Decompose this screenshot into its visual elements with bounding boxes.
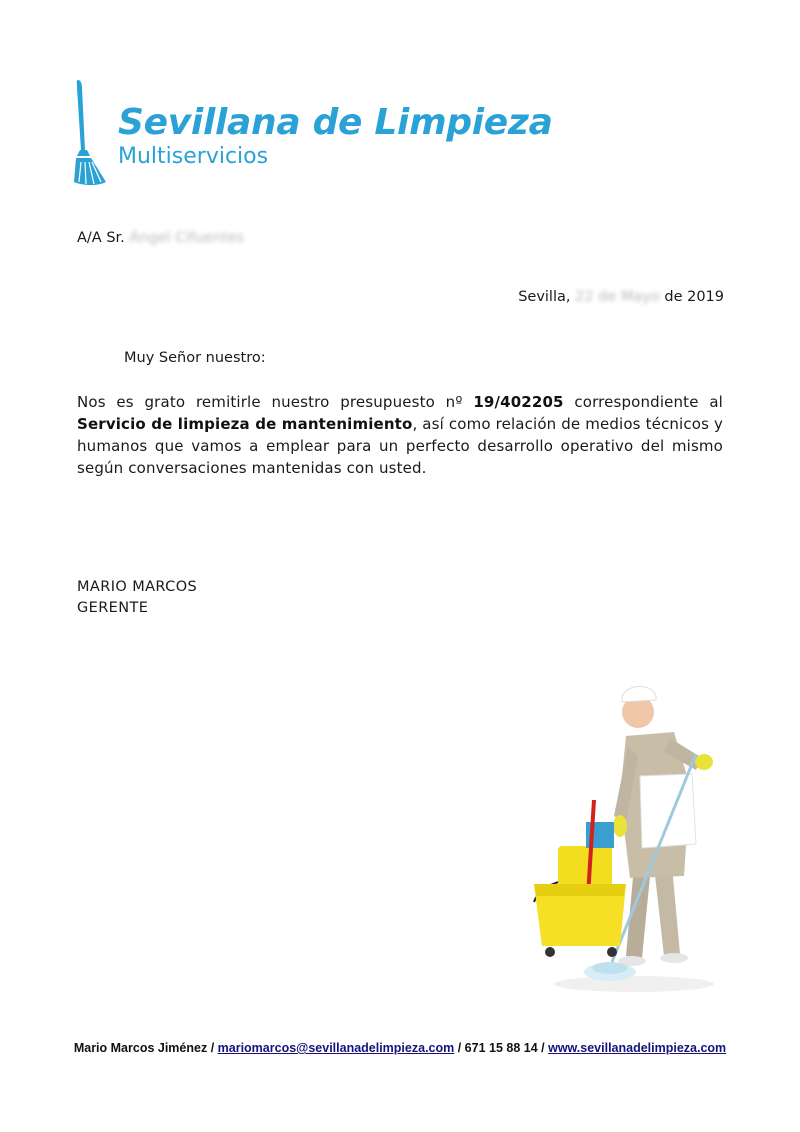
place-date-line: [518, 287, 724, 308]
city: Sevilla,: [518, 289, 571, 305]
body-part-3: , así como relación de medios técnicos y humanos que vamos a emplear para un perfecto desarrollo operativo del mismo según conversaciones mantenidas con usted.: [77, 415, 723, 477]
brand-name: Sevillana de Limpieza: [118, 102, 553, 143]
date-redacted: 22 de Mayo: [575, 289, 660, 305]
footer-name: Mario Marcos Jiménez: [73, 1041, 208, 1055]
broom-icon: [72, 78, 112, 188]
body-paragraph: [77, 391, 723, 479]
brand-subtitle: Multiservicios: [118, 144, 269, 169]
addressee-line: [77, 228, 244, 249]
body-part-1: Nos es grato remitirle nuestro presupuesto nº: [77, 393, 474, 411]
quote-number: 19/402205: [473, 393, 564, 411]
footer-separator: /: [454, 1041, 465, 1055]
footer-separator: /: [207, 1041, 218, 1055]
date-year: de 2019: [664, 289, 724, 305]
body-part-2: correspondiente al: [563, 393, 723, 411]
cleaning-worker-illustration: [514, 666, 724, 1002]
footer-separator: /: [537, 1041, 549, 1055]
footer-email-link[interactable]: mariomarcos@sevillanadelimpieza.com: [217, 1041, 455, 1055]
addressee-name-redacted: Ángel Cifuentes: [129, 230, 244, 246]
service-name: Servicio de limpieza de mantenimiento: [77, 415, 413, 433]
footer-website-link[interactable]: www.sevillanadelimpieza.com: [548, 1041, 727, 1055]
signer-name: MARIO MARCOS: [77, 579, 198, 595]
footer-contact-line: [0, 1041, 800, 1055]
footer-phone: 671 15 88 14: [464, 1041, 538, 1055]
addressee-prefix: A/A Sr.: [77, 230, 125, 246]
signer-title: GERENTE: [77, 600, 149, 616]
greeting: Muy Señor nuestro:: [124, 350, 266, 366]
company-logo: [72, 78, 552, 188]
